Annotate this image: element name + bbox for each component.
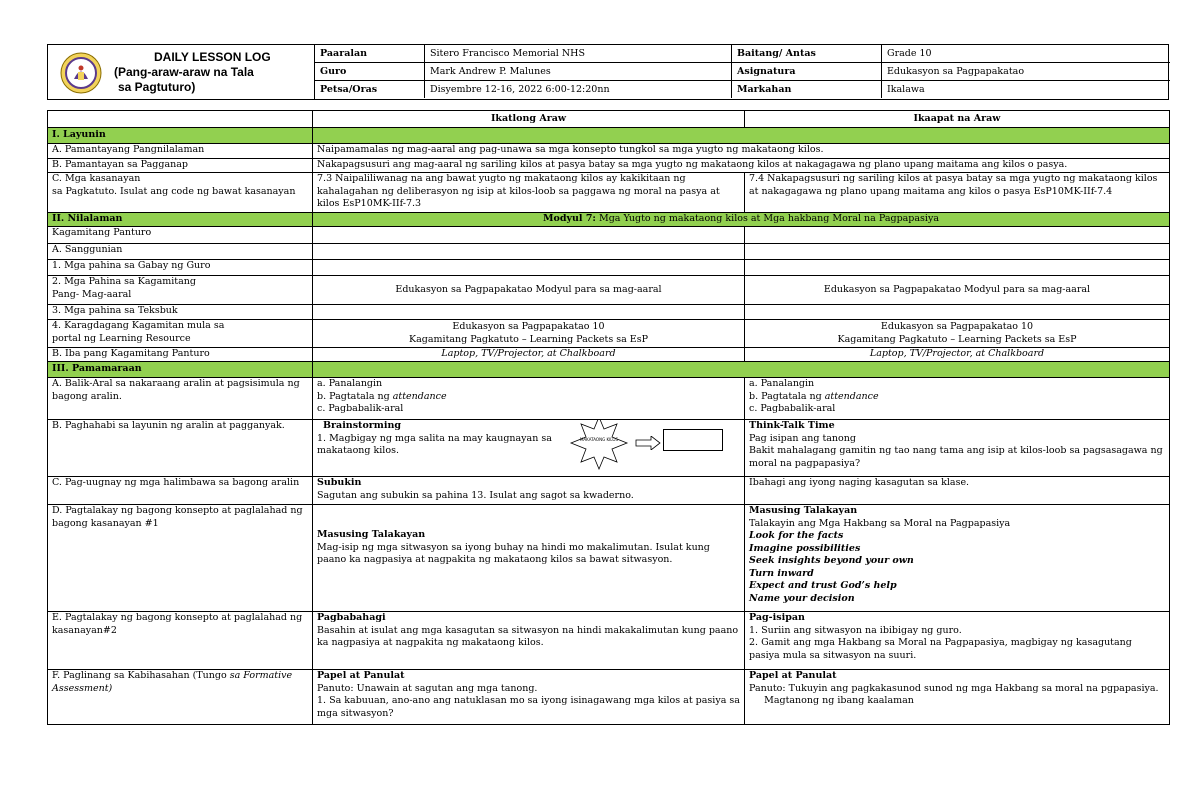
paghahabi-day3 bbox=[313, 420, 745, 477]
activity-title: Subukin bbox=[317, 477, 362, 488]
row-label: A. Pamantayang Pangnilalaman bbox=[48, 144, 313, 159]
brainstorm-block bbox=[317, 420, 740, 458]
section-title: I. Layunin bbox=[48, 128, 313, 144]
karagdagang-line: Kagamitang Pagkatuto – Learning Packets sa EsP bbox=[837, 333, 1077, 345]
pagtalakay1-day4 bbox=[745, 505, 1170, 612]
row-kagamitang-mag-aaral bbox=[48, 276, 1170, 305]
header-row-date bbox=[314, 81, 1170, 99]
row-label: 3. Mga pahina sa Teksbuk bbox=[48, 305, 313, 320]
step-item: Expect and trust God’s help bbox=[749, 580, 897, 591]
pagtalakay2-day3 bbox=[313, 612, 745, 670]
column-day3-header: Ikatlong Araw bbox=[313, 111, 745, 128]
step-item: Look for the facts bbox=[749, 530, 844, 541]
header-value: Mark Andrew P. Malunes bbox=[424, 63, 731, 80]
kasanayan-day3: 7.3 Naipaliliwanag na ang bawat yugto ng makataong kilos ay kakikitaan ng kahalagahan ng deliberasyon ng isip at kilos-loob sa paggawa ng moral na pasya at kilos EsP10MK-IIf-7.3 bbox=[313, 173, 745, 213]
lesson-log-table bbox=[47, 110, 1170, 725]
kagamitang-day4: Edukasyon sa Pagpapakatao Modyul para sa mag-aaral bbox=[745, 276, 1170, 305]
karagdagang-day3 bbox=[313, 320, 745, 348]
row-label: Kagamitang Panturo bbox=[48, 227, 313, 244]
row-label: C. Pag-uugnay ng mga halimbawa sa bagong aralin bbox=[48, 477, 313, 505]
empty-cell bbox=[745, 305, 1170, 320]
empty-cell bbox=[313, 305, 745, 320]
activity-title: Pag-isipan bbox=[749, 612, 805, 623]
modyul-label: Modyul 7: bbox=[542, 213, 596, 225]
list-item-text: b. Pagtatala ng bbox=[317, 390, 393, 402]
row-label: A. Balik-Aral sa nakaraang aralin at pagsisimula ng bagong aralin. bbox=[48, 378, 313, 420]
star-text: MAKATAONG KILOS bbox=[579, 437, 619, 442]
row-balik-aral bbox=[48, 378, 1170, 420]
empty-cell bbox=[745, 244, 1170, 260]
section-layunin bbox=[48, 128, 1170, 144]
row-label-line: 2. Mga Pahina sa Kagamitang bbox=[52, 276, 196, 287]
iba-pang-day4: Laptop, TV/Projector, at Chalkboard bbox=[745, 348, 1170, 362]
row-kagamitang-panturo bbox=[48, 227, 1170, 244]
row-paglinang bbox=[48, 670, 1170, 725]
row-text: Nakapagsusuri ang mag-aaral ng sariling kilos at pasya batay sa mga yugto ng makataong kilos at nakagagawa ng plano upang maitama ang kilos o pasya. bbox=[313, 159, 1170, 173]
page-title bbox=[114, 50, 314, 95]
row-label-line: C. Mga kasanayan bbox=[52, 173, 141, 184]
iba-pang-day3: Laptop, TV/Projector, at Chalkboard bbox=[313, 348, 745, 362]
list-item: c. Pagbabalik-aral bbox=[317, 403, 404, 414]
header-label: Asignatura bbox=[731, 63, 881, 80]
header-label: Markahan bbox=[731, 81, 881, 98]
list-item: c. Pagbabalik-aral bbox=[749, 403, 836, 414]
kasanayan-day4: 7.4 Nakapagsusuri ng sariling kilos at pasya batay sa mga yugto ng makataong kilos at nakagagawa ng plano upang maitama ang kilos o pasya EsP10MK-IIf-7.4 bbox=[745, 173, 1170, 213]
row-pagtalakay-1 bbox=[48, 505, 1170, 612]
row-iba-pang bbox=[48, 348, 1170, 362]
section-pamamaraan bbox=[48, 362, 1170, 378]
modyul-text: Mga Yugto ng makataong kilos at Mga hakbang Moral na Pagpapasiya bbox=[595, 213, 940, 225]
activity-title: Masusing Talakayan bbox=[317, 529, 426, 540]
spacer bbox=[317, 505, 740, 529]
karagdagang-line: Edukasyon sa Pagpapakatao 10 bbox=[452, 321, 605, 332]
header-label: Baitang/ Antas bbox=[731, 45, 881, 62]
column-header-row bbox=[48, 111, 1170, 128]
list-item-text: b. Pagtatala ng bbox=[749, 390, 825, 402]
pagtalakay1-day3 bbox=[313, 505, 745, 612]
row-label: A. Sanggunian bbox=[48, 244, 313, 260]
title-line-2: (Pang-araw-araw na Tala bbox=[114, 65, 254, 79]
school-seal-logo bbox=[60, 52, 102, 94]
header-value: Ikalawa bbox=[881, 81, 1170, 98]
row-text: Naipamamalas ng mag-aaral ang pag-unawa sa mga konsepto tungkol sa mga yugto ng makataong kilos. bbox=[313, 144, 1170, 159]
section-title: II. Nilalaman bbox=[48, 213, 313, 227]
header-value: Sitero Francisco Memorial NHS bbox=[424, 45, 731, 62]
title-line-3: sa Pagtuturo) bbox=[118, 80, 196, 94]
row-pagtalakay-2 bbox=[48, 612, 1170, 670]
list-item: a. Panalangin bbox=[749, 378, 815, 389]
row-label bbox=[48, 670, 313, 725]
row-label-text: F. Paglinang sa Kabihasahan (Tungo bbox=[52, 670, 230, 681]
header-value: Grade 10 bbox=[881, 45, 1170, 62]
karagdagang-day4 bbox=[745, 320, 1170, 348]
activity-title: Papel at Panulat bbox=[317, 670, 405, 681]
column-day4-header: Ikaapat na Araw bbox=[745, 111, 1170, 128]
row-label: 1. Mga pahina sa Gabay ng Guro bbox=[48, 260, 313, 276]
list-item-italic: attendance bbox=[392, 390, 447, 402]
row-sanggunian bbox=[48, 244, 1170, 260]
row-label: B. Paghahabi sa layunin ng aralin at pagganyak. bbox=[48, 420, 313, 477]
header-row-school bbox=[314, 45, 1170, 63]
activity-text: Talakayin ang Mga Hakbang sa Moral na Pagpapasiya bbox=[749, 517, 1011, 529]
row-label: E. Pagtalakay ng bagong konsepto at paglalahad ng kasanayan#2 bbox=[48, 612, 313, 670]
row-kasanayan bbox=[48, 173, 1170, 213]
row-label bbox=[48, 173, 313, 213]
row-pamantayang-pangnilalaman bbox=[48, 144, 1170, 159]
kagamitang-day3: Edukasyon sa Pagpapakatao Modyul para sa mag-aaral bbox=[313, 276, 745, 305]
row-teksbuk bbox=[48, 305, 1170, 320]
row-pamantayan-pagganap bbox=[48, 159, 1170, 173]
section-title: III. Pamamaraan bbox=[48, 362, 313, 378]
list-item: a. Panalangin bbox=[317, 378, 383, 389]
modyul-title bbox=[313, 213, 1170, 227]
row-label: D. Pagtalakay ng bagong konsepto at paglalahad ng bagong kasanayan #1 bbox=[48, 505, 313, 612]
empty-cell bbox=[313, 227, 745, 244]
section-fill bbox=[313, 128, 1170, 144]
row-pag-uugnay bbox=[48, 477, 1170, 505]
list-item bbox=[749, 391, 1165, 404]
row-label bbox=[48, 320, 313, 348]
activity-text: Basahin at isulat ang mga kasagutan sa sitwasyon na hindi makakalimutan kung paano ka nagpasiya at nagpakita ng makataong kilos. bbox=[317, 624, 739, 648]
pag-uugnay-day4: Ibahagi ang iyong naging kasagutan sa klase. bbox=[745, 477, 1170, 505]
activity-text: Pag isipan ang tanong bbox=[749, 432, 856, 444]
activity-title: Brainstorming bbox=[323, 420, 401, 431]
step-item: Seek insights beyond your own bbox=[749, 555, 914, 566]
karagdagang-line: Edukasyon sa Pagpapakatao 10 bbox=[880, 321, 1034, 332]
header-row-teacher bbox=[314, 63, 1170, 81]
header-label: Petsa/Oras bbox=[314, 81, 424, 98]
step-item: Imagine possibilities bbox=[749, 542, 861, 554]
list-item bbox=[317, 391, 740, 404]
pag-uugnay-day3 bbox=[313, 477, 745, 505]
header-label: Guro bbox=[314, 63, 424, 80]
row-label bbox=[48, 276, 313, 305]
empty-cell bbox=[745, 260, 1170, 276]
row-label-line: portal ng Learning Resource bbox=[52, 332, 191, 344]
row-label-line: 4. Karagdagang Kagamitan mula sa bbox=[52, 320, 225, 331]
row-gabay-guro bbox=[48, 260, 1170, 276]
empty-cell bbox=[313, 244, 745, 260]
activity-text: Magtanong ng ibang kaalaman bbox=[749, 695, 914, 706]
step-item: Turn inward bbox=[749, 567, 814, 579]
section-nilalaman bbox=[48, 213, 1170, 227]
activity-title: Think-Talk Time bbox=[749, 420, 835, 431]
activity-title: Papel at Panulat bbox=[749, 670, 837, 681]
list-item-italic: attendance bbox=[824, 390, 879, 402]
empty-cell bbox=[745, 227, 1170, 244]
activity-title: Masusing Talakayan bbox=[749, 505, 858, 516]
empty-cell bbox=[313, 260, 745, 276]
lesson-log-header bbox=[47, 44, 1169, 100]
activity-text: 1. Sa kabuuan, ano-ano ang natuklasan mo sa iyong isinagawang mga kilos at pasiya sa mga sitwasyon? bbox=[317, 695, 740, 719]
activity-text: Mag-isip ng mga sitwasyon sa iyong buhay na hindi mo makalimutan. Isulat kung paano ka nagpasiya at nagpakita ng makataong kilos sa bawat sitwasyon. bbox=[317, 541, 710, 565]
row-label: B. Iba pang Kagamitang Panturo bbox=[48, 348, 313, 362]
step-item: Name your decision bbox=[749, 592, 855, 604]
row-label-line: sa Pagkatuto. Isulat ang code ng bawat kasanayan bbox=[52, 185, 296, 197]
activity-text: Bakit mahalagang gamitin ng tao nang tama ang isip at kilos-loob sa pagsasagawa ng moral na pagpapasiya? bbox=[749, 445, 1163, 469]
activity-title: Pagbabahagi bbox=[317, 612, 386, 623]
header-label: Paaralan bbox=[314, 45, 424, 62]
paglinang-day4 bbox=[745, 670, 1170, 725]
pagtalakay2-day4 bbox=[745, 612, 1170, 670]
paglinang-day3 bbox=[313, 670, 745, 725]
row-label: B. Pamantayan sa Pagganap bbox=[48, 159, 313, 173]
karagdagang-line: Kagamitang Pagkatuto – Learning Packets sa EsP bbox=[409, 333, 648, 345]
balik-aral-day4 bbox=[745, 378, 1170, 420]
activity-text: Sagutan ang subukin sa pahina 13. Isulat ang sagot sa kwaderno. bbox=[317, 489, 634, 501]
row-label-line: Pang- Mag-aaral bbox=[52, 288, 132, 300]
double-arrow-right-icon bbox=[635, 436, 661, 450]
answer-box bbox=[663, 429, 723, 451]
title-box bbox=[48, 45, 315, 99]
activity-text: 2. Gamit ang mga Hakbang sa Moral na Pagpapasiya, magbigay ng kasagutang pasiya mula sa sitwasyon na suuri. bbox=[749, 637, 1132, 661]
paghahabi-day4 bbox=[745, 420, 1170, 477]
balik-aral-day3 bbox=[313, 378, 745, 420]
title-line-1: DAILY LESSON LOG bbox=[154, 50, 271, 64]
row-label-italic: sa Formative Assessment) bbox=[52, 670, 293, 694]
activity-text: Panuto: Tukuyin ang pagkakasunod sunod ng mga Hakbang sa moral na pgpapasiya. bbox=[749, 682, 1159, 694]
activity-text: Panuto: Unawain at sagutan ang mga tanong. bbox=[317, 682, 538, 694]
row-karagdagang bbox=[48, 320, 1170, 348]
starburst-shape bbox=[569, 420, 629, 471]
activity-text: 1. Magbigay ng mga salita na may kaugnayan sa makataong kilos. bbox=[317, 432, 552, 456]
empty-cell bbox=[48, 111, 313, 128]
header-value: Disyembre 12-16, 2022 6:00-12:20nn bbox=[424, 81, 731, 98]
header-value: Edukasyon sa Pagpapakatao bbox=[881, 63, 1170, 80]
section-fill bbox=[313, 362, 1170, 378]
row-paghahabi bbox=[48, 420, 1170, 477]
activity-text: 1. Suriin ang sitwasyon na ibibigay ng guro. bbox=[749, 624, 962, 636]
